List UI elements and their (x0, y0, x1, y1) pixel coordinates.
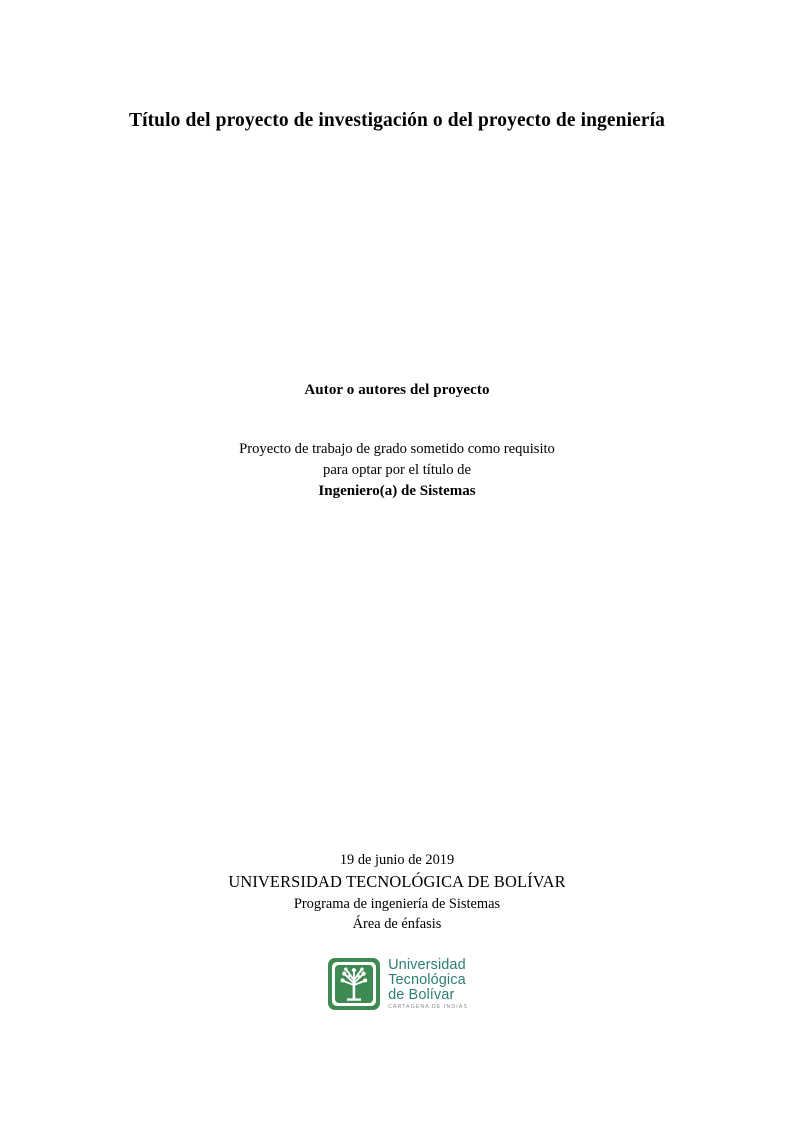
title-block (86, 108, 708, 134)
logo-wrap (0, 956, 794, 1012)
university-logo (326, 956, 468, 1012)
emphasis-area: Área de énfasis (352, 916, 442, 933)
submission-date: 19 de junio de 2019 (339, 852, 455, 868)
degree-line-1: Proyecto de trabajo de grado sometido como requisito (239, 441, 555, 458)
logo-line-4: CARTAGENA DE INDIAS (388, 1003, 468, 1010)
footer-info (0, 850, 794, 935)
author-block (86, 382, 708, 399)
degree-statement (86, 439, 708, 502)
degree-line-2: para optar por el título de (323, 462, 471, 479)
logo-line-2: Tecnológica (388, 971, 466, 988)
title-page (0, 108, 794, 1136)
page-title: Título del proyecto de investigación o del proyecto de ingeniería (128, 110, 666, 131)
degree-line-3: Ingeniero(a) de Sistemas (318, 482, 476, 499)
university-name: UNIVERSIDAD TECNOLÓGICA DE BOLÍVAR (228, 872, 566, 892)
logo-line-1: Universidad (388, 956, 466, 973)
logo-text (388, 958, 468, 1010)
author-name: Autor o autores del proyecto (304, 382, 490, 399)
utb-tree-icon (326, 956, 382, 1012)
logo-line-3: de Bolívar (388, 986, 455, 1003)
program-name: Programa de ingeniería de Sistemas (293, 895, 501, 912)
